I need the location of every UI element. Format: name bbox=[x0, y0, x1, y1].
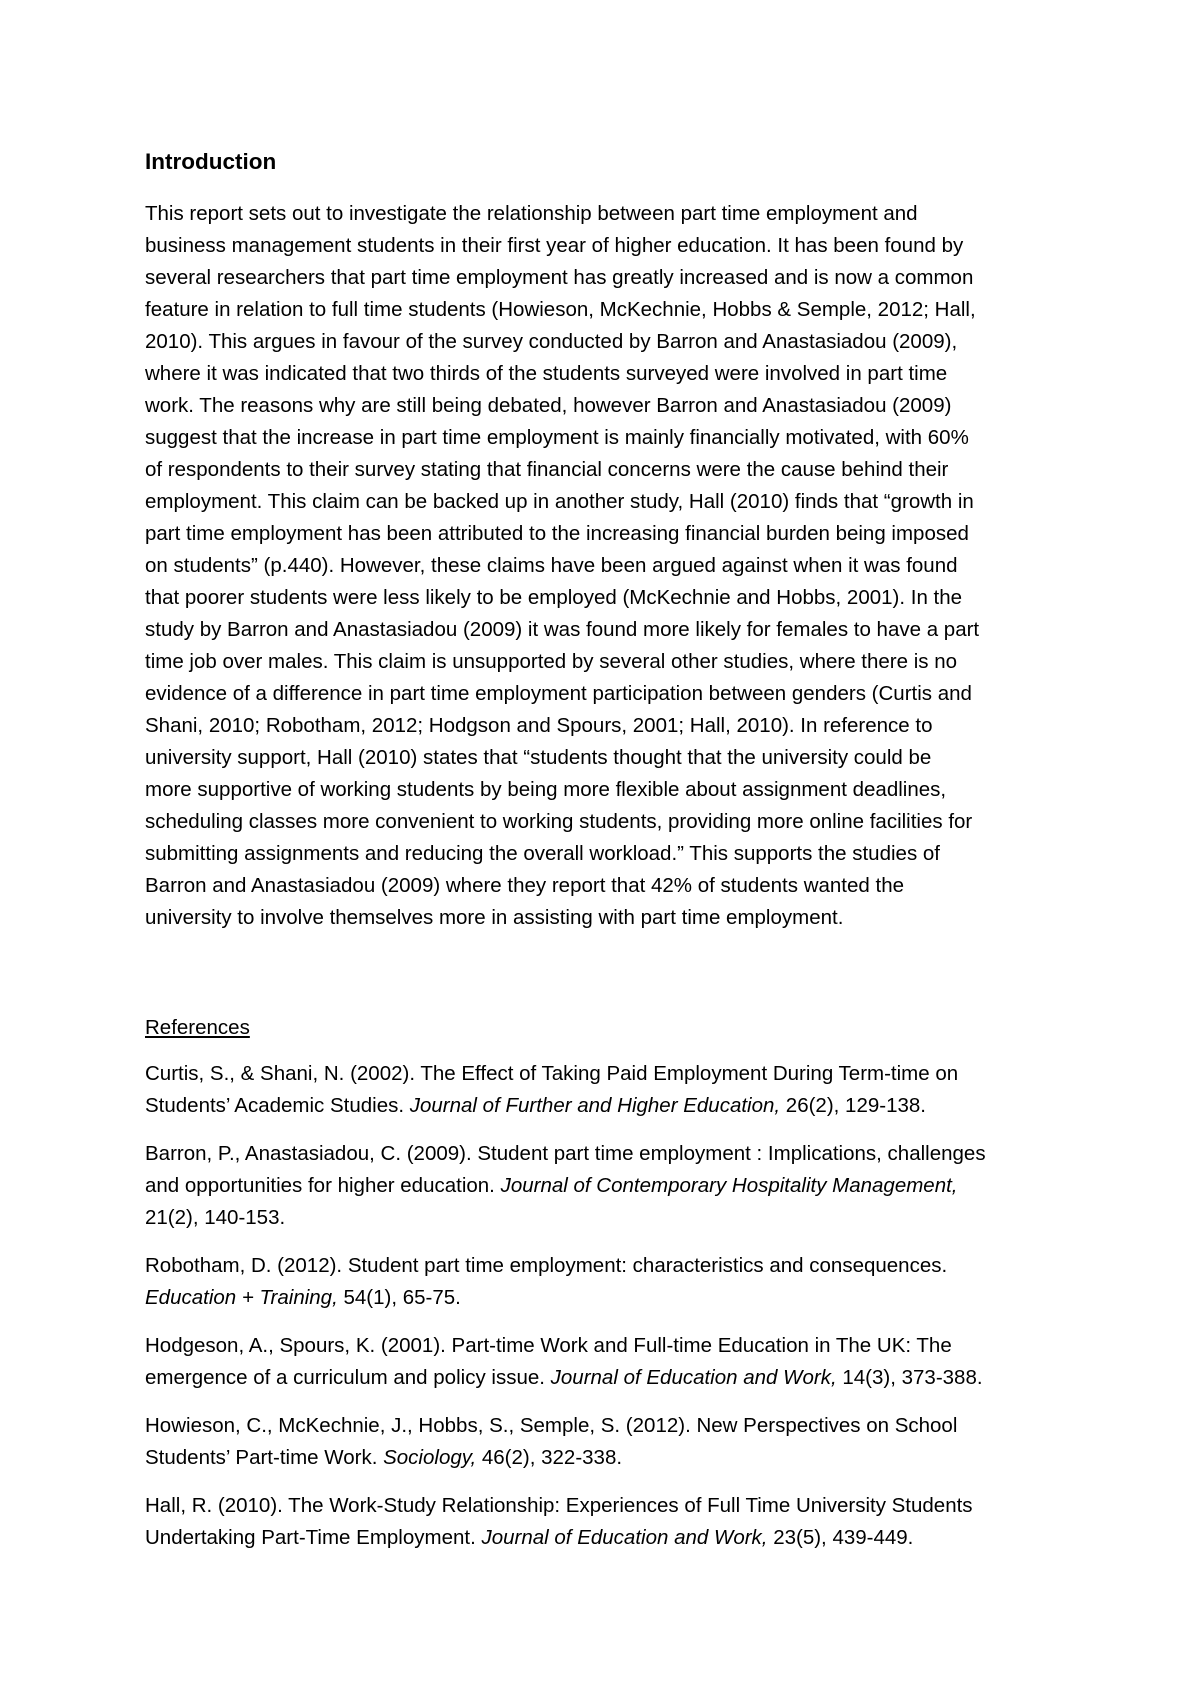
reference-text: Students’ Academic Studies. bbox=[145, 1094, 410, 1117]
paragraph-line: Barron and Anastasiadou (2009) where they report that 42% of students wanted the bbox=[145, 874, 904, 897]
references-section bbox=[145, 934, 1075, 1554]
reference-text: Students’ Part-time Work. bbox=[145, 1446, 384, 1469]
reference-journal: Education + Training, bbox=[145, 1286, 338, 1309]
reference-line bbox=[145, 1522, 1075, 1554]
introduction-paragraph bbox=[145, 198, 1075, 934]
references-heading: References bbox=[145, 1016, 250, 1039]
reference-journal: Journal of Education and Work, bbox=[550, 1366, 837, 1389]
paragraph-line: several researchers that part time employment has greatly increased and is now a common bbox=[145, 266, 974, 289]
reference-line bbox=[145, 1090, 1075, 1122]
paragraph-line: This report sets out to investigate the relationship between part time employment and bbox=[145, 202, 918, 225]
reference-item bbox=[145, 1410, 1075, 1474]
reference-line: 21(2), 140-153. bbox=[145, 1206, 286, 1229]
paragraph-line: university support, Hall (2010) states that “students thought that the university could be bbox=[145, 746, 932, 769]
page-title: Introduction bbox=[145, 149, 277, 174]
reference-text: and opportunities for higher education. bbox=[145, 1174, 501, 1197]
references-list bbox=[145, 1058, 1075, 1554]
reference-text: emergence of a curriculum and policy issue. bbox=[145, 1366, 551, 1389]
reference-text: 26(2), 129-138. bbox=[780, 1094, 926, 1117]
reference-journal: Journal of Education and Work, bbox=[481, 1526, 768, 1549]
reference-line bbox=[145, 1282, 1075, 1314]
paragraph-line: part time employment has been attributed to the increasing financial burden being imposed bbox=[145, 522, 969, 545]
paragraph-line: feature in relation to full time students (Howieson, McKechnie, Hobbs & Semple, 2012; Hall, bbox=[145, 298, 976, 321]
paragraph-line: employment. This claim can be backed up in another study, Hall (2010) finds that “growth in bbox=[145, 490, 974, 513]
reference-line: Howieson, C., McKechnie, J., Hobbs, S., Semple, S. (2012). New Perspectives on School bbox=[145, 1414, 958, 1437]
reference-item bbox=[145, 1490, 1075, 1554]
paragraph-line: university to involve themselves more in assisting with part time employment. bbox=[145, 906, 844, 929]
paragraph-line: that poorer students were less likely to be employed (McKechnie and Hobbs, 2001). In the bbox=[145, 586, 963, 609]
paragraph-line: time job over males. This claim is unsupported by several other studies, where there is no bbox=[145, 650, 958, 673]
paragraph-line: evidence of a difference in part time employment participation between genders (Curtis and bbox=[145, 682, 972, 705]
reference-line bbox=[145, 1362, 1075, 1394]
reference-text: Undertaking Part-Time Employment. bbox=[145, 1526, 482, 1549]
paragraph-line: work. The reasons why are still being debated, however Barron and Anastasiadou (2009) bbox=[145, 394, 952, 417]
paragraph-line: where it was indicated that two thirds of the students surveyed were involved in part time bbox=[145, 362, 948, 385]
paragraph-line: business management students in their first year of higher education. It has been found by bbox=[145, 234, 964, 257]
reference-line: Hodgeson, A., Spours, K. (2001). Part-time Work and Full-time Education in The UK: The bbox=[145, 1334, 952, 1357]
reference-line: Curtis, S., & Shani, N. (2002). The Effect of Taking Paid Employment During Term-time on bbox=[145, 1062, 959, 1085]
reference-text: 46(2), 322-338. bbox=[476, 1446, 623, 1469]
paragraph-line: submitting assignments and reducing the overall workload.” This supports the studies of bbox=[145, 842, 940, 865]
paragraph-line: on students” (p.440). However, these claims have been argued against when it was found bbox=[145, 554, 958, 577]
reference-item bbox=[145, 1138, 1075, 1234]
paragraph-line: more supportive of working students by being more flexible about assignment deadlines, bbox=[145, 778, 947, 801]
document-page bbox=[145, 146, 1075, 1570]
reference-item bbox=[145, 1250, 1075, 1314]
reference-line bbox=[145, 1170, 1075, 1202]
reference-journal: Sociology, bbox=[383, 1446, 477, 1469]
paragraph-line: 2010). This argues in favour of the survey conducted by Barron and Anastasiadou (2009), bbox=[145, 330, 958, 353]
reference-line bbox=[145, 1442, 1075, 1474]
paragraph-line: Shani, 2010; Robotham, 2012; Hodgson and Spours, 2001; Hall, 2010). In reference to bbox=[145, 714, 933, 737]
reference-journal: Journal of Contemporary Hospitality Management, bbox=[500, 1174, 958, 1197]
reference-line: Barron, P., Anastasiadou, C. (2009). Student part time employment : Implications, challenges bbox=[145, 1142, 986, 1165]
reference-text: 23(5), 439-449. bbox=[767, 1526, 914, 1549]
reference-text: 54(1), 65-75. bbox=[337, 1286, 461, 1309]
reference-text: 14(3), 373-388. bbox=[836, 1366, 983, 1389]
reference-journal: Journal of Further and Higher Education, bbox=[409, 1094, 781, 1117]
reference-item bbox=[145, 1330, 1075, 1394]
reference-item bbox=[145, 1058, 1075, 1122]
paragraph-line: scheduling classes more convenient to working students, providing more online facilities for bbox=[145, 810, 973, 833]
reference-line: Hall, R. (2010). The Work-Study Relationship: Experiences of Full Time University Students bbox=[145, 1494, 973, 1517]
paragraph-line: of respondents to their survey stating that financial concerns were the cause behind their bbox=[145, 458, 949, 481]
paragraph-line: suggest that the increase in part time employment is mainly financially motivated, with 60% bbox=[145, 426, 969, 449]
paragraph-line: study by Barron and Anastasiadou (2009) it was found more likely for females to have a part bbox=[145, 618, 980, 641]
reference-line: Robotham, D. (2012). Student part time employment: characteristics and consequences. bbox=[145, 1254, 948, 1277]
